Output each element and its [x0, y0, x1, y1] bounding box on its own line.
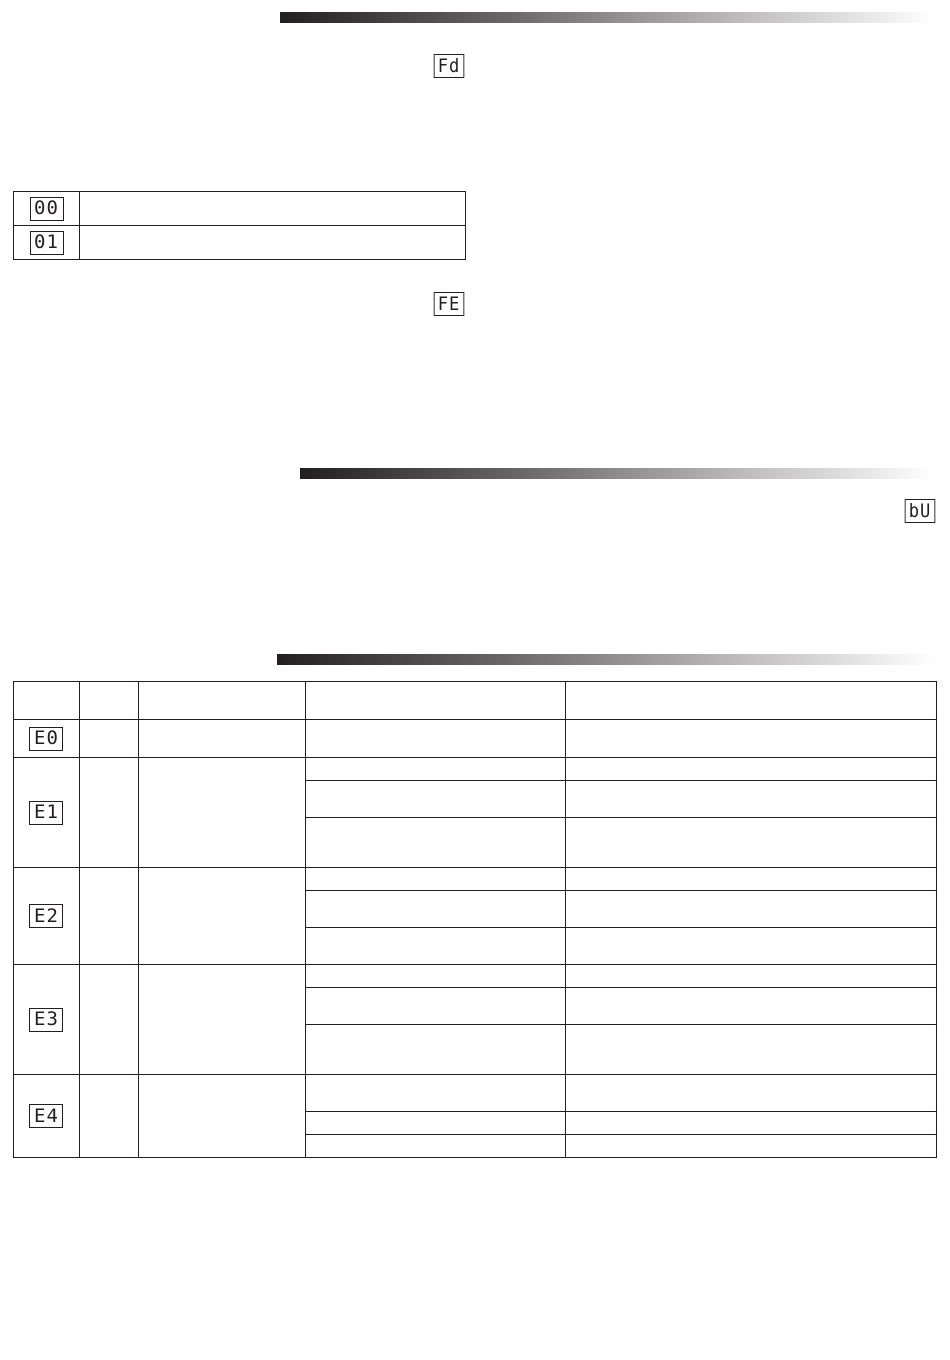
- table-row: [14, 1075, 937, 1112]
- table-row: [14, 868, 937, 891]
- display-code-01: 01: [30, 231, 64, 255]
- table-row: [14, 758, 937, 781]
- display-code-e0: E0: [29, 727, 63, 751]
- header-cell: [305, 682, 566, 720]
- section-bar-2: [300, 468, 935, 479]
- table-row: [14, 965, 937, 988]
- table-row: [14, 720, 937, 758]
- display-code-fd: Fd: [434, 54, 465, 78]
- table-row: [14, 226, 466, 260]
- section-bar-3: [277, 654, 935, 665]
- display-code-bu: bU: [905, 499, 936, 523]
- display-code-fe: FE: [434, 292, 465, 316]
- option-description: [80, 226, 466, 260]
- display-code-e2: E2: [29, 904, 63, 928]
- header-cell: [566, 682, 937, 720]
- option-table: [13, 191, 466, 260]
- header-cell: [79, 682, 138, 720]
- display-code-e4: E4: [29, 1104, 63, 1128]
- header-cell: [138, 682, 305, 720]
- table-header-row: [14, 682, 937, 720]
- section-bar-1: [280, 12, 935, 23]
- option-description: [80, 192, 466, 226]
- error-code-table: [13, 681, 937, 1158]
- table-row: [14, 192, 466, 226]
- header-cell: [14, 682, 80, 720]
- display-code-e1: E1: [29, 801, 63, 825]
- display-code-e3: E3: [29, 1008, 63, 1032]
- display-code-00: 00: [30, 197, 64, 221]
